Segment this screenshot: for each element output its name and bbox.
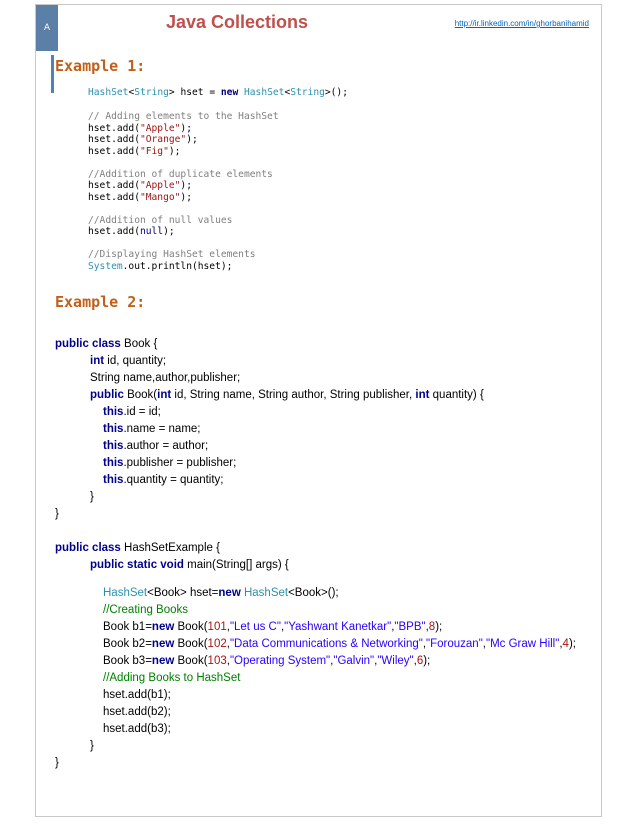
code-comment: //Displaying HashSet elements [88,249,256,260]
code-line: public class HashSetExample { [55,542,220,554]
code-line: public Book(int id, String name, String author, String publisher, int quantity) { [90,389,484,401]
code-line: this.publisher = publisher; [103,457,237,469]
code-line: String name,author,publisher; [90,372,241,384]
code-comment: //Adding Books to HashSet [103,672,241,684]
corner-marker: A [36,5,58,51]
code-line: hset.add("Mango"); [88,192,192,203]
code-comment: // Adding elements to the HashSet [88,111,279,122]
code-line: HashSet<String> hset = new HashSet<String>(); [88,87,348,98]
document-page [35,4,602,817]
code-line: HashSet<Book> hset=new HashSet<Book>(); [103,587,339,599]
code-line: } [55,508,59,520]
code-line: int id, quantity; [90,355,167,367]
code-line: hset.add(null); [88,226,175,237]
example1-accent-bar [51,55,54,93]
code-line: System.out.println(hset); [88,261,233,272]
code-line: Book b1=new Book(101,"Let us C","Yashwant Kanetkar","BPB",8); [103,621,443,633]
code-line: Book b3=new Book(103,"Operating System","Galvin","Wiley",6); [103,655,431,667]
profile-link[interactable]: http://ir.linkedin.com/in/ghorbanihamid [454,19,589,28]
code-line: hset.add("Apple"); [88,180,192,191]
code-comment: //Creating Books [103,604,189,616]
code-comment: //Addition of duplicate elements [88,169,273,180]
code-line: public static void main(String[] args) { [90,559,289,571]
code-line: } [55,757,59,769]
code-line: } [90,740,94,752]
code-line: hset.add("Orange"); [88,134,198,145]
code-line: hset.add(b2); [103,706,171,718]
code-line: hset.add("Fig"); [88,146,181,157]
page-title: Java Collections [166,12,309,32]
code-comment: //Addition of null values [88,215,233,226]
example1-heading: Example 1: [55,57,146,75]
code-line: Book b2=new Book(102,"Data Communications & Networking","Forouzan","Mc Graw Hill",4); [103,638,576,650]
code-line: hset.add("Apple"); [88,123,192,134]
code-line: this.author = author; [103,440,209,452]
code-line: hset.add(b1); [103,689,171,701]
code-line: public class Book { [55,338,158,350]
example2-heading: Example 2: [55,293,146,311]
code-line: this.id = id; [103,406,161,418]
code-line: hset.add(b3); [103,723,171,735]
code-line: } [90,491,94,503]
code-line: this.quantity = quantity; [103,474,224,486]
code-line: this.name = name; [103,423,201,435]
